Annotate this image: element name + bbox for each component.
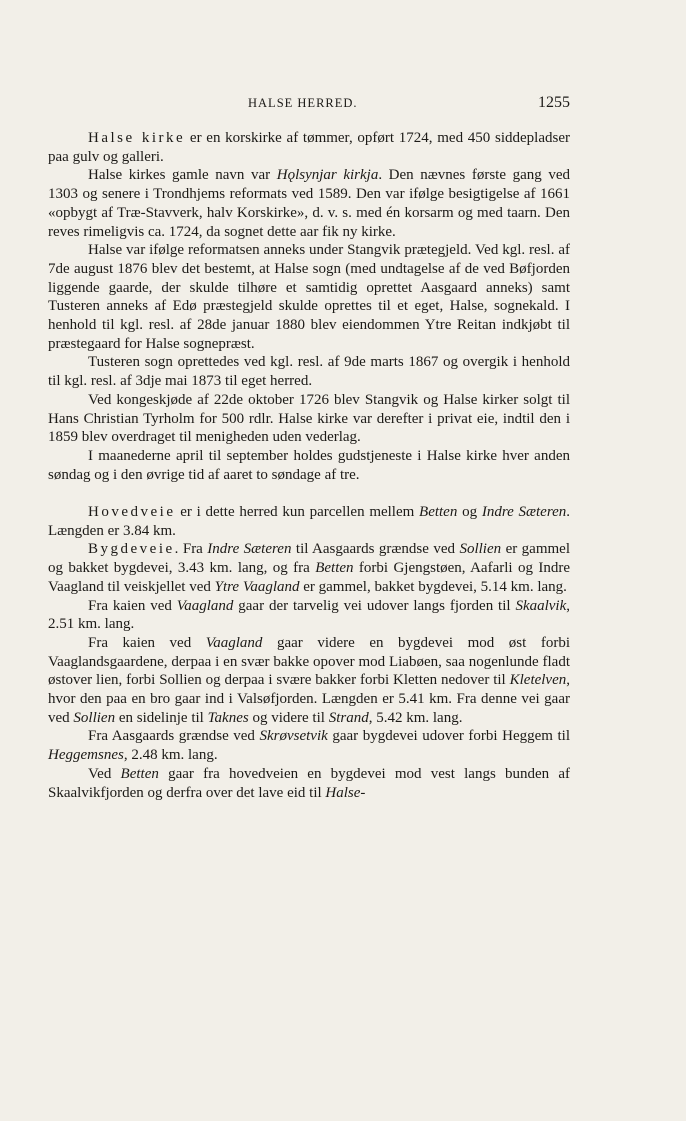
- spaced-lead: Hovedveie: [88, 504, 176, 521]
- paragraph-kongeskjode: Ved kongeskjøde af 22de oktober 1726 blev Stangvik og Halse kirker solgt til Hans Christian Tyrholm for 500 rdlr. Halse kirke var derefter i privat eie, indtil den i 1859 blev overdraget til menigheden uden vederlag.: [48, 391, 570, 446]
- running-title: HALSE HERRED.: [248, 96, 358, 110]
- paragraph-gudstjeneste: I maanederne april til september holdes gudstjeneste i Halse kirke hver anden søndag og i den øvrige tid af aaret to søndage af tre.: [48, 447, 570, 483]
- paragraph-betten-road: Ved Betten gaar fra hovedveien en bygdevei mod vest langs bunden af Skaalvikfjorden og derfra over det lave eid til Halse-: [48, 765, 571, 801]
- paragraph-vaagland-road: Fra kaien ved Vaagland gaar videre en bygdevei mod øst forbi Vaaglandsgaardene, derpaa i en svær bakke opover mod Liabøen, saa nogenlunde fladt østover lien, forbi Sollien og derpaa i svære bakker forbi Kletten nedover til Kletelven, hvor den paa en bro gaar ind i Valsøfjorden. Længden er 5.41 km. Fra denne vei gaar ved Sollien en sidelinje til Taknes og videre til Strand, 5.42 km. lang.: [48, 634, 570, 726]
- page-body: [48, 129, 570, 802]
- paragraph-bygdeveie: Bygdeveie. Fra Indre Sæteren til Aasgaards grændse ved Sollien er gammel og bakket bygdevei, 3.43 km. lang, og fra Betten forbi Gjengstøen, Aafarli og Indre Vaagland til veiskjellet ved Ytre Vaagland er gammel, bakket bygdevei, 5.14 km. lang.: [48, 541, 570, 595]
- paragraph-tusteren: Tusteren sogn oprettedes ved kgl. resl. af 9de marts 1867 og overgik i henhold til kgl. resl. af 3dje mai 1873 til eget herred.: [48, 354, 570, 390]
- paragraph-heggem-road: Fra Aasgaards grændse ved Skrøvsetvik gaar bygdevei udover forbi Heggem til Heggemsnes, 2.48 km. lang.: [48, 728, 570, 764]
- section-gap: [48, 484, 570, 503]
- spaced-lead: Bygdeveie: [88, 541, 175, 558]
- page-header: [48, 96, 570, 118]
- page-number: 1255: [538, 94, 570, 111]
- paragraph-old-name: Halse kirkes gamle navn var Hǫlsynjar kirkja. Den nævnes første gang ved 1303 og senere i Trondhjems reformats ved 1589. Den var ifølge besigtigelse af 1661 «opbygt af Træ-Stavverk, halv Korskirke», d. v. s. med én korsarm og med taarn. Den reves rimeligvis ca. 1724, da sognet dette aar fik ny kirke.: [48, 167, 570, 240]
- spaced-lead: Halse kirke: [88, 130, 186, 146]
- paragraph-skaalvik-road: Fra kaien ved Vaagland gaar der tarvelig vei udover langs fjorden til Skaalvik, 2.51 km. lang.: [48, 597, 570, 633]
- paragraph-halse-kirke: Halse kirke er en korskirke af tømmer, opført 1724, med 450 siddepladser paa gulv og galleri.: [48, 130, 570, 165]
- paragraph-reformats: Halse var ifølge reformatsen anneks under Stangvik prætegjeld. Ved kgl. resl. af 7de august 1876 blev det bestemt, at Halse sogn (med undtagelse af de ved Bøfjorden liggende gaarde, der skulde tilhøre et samtidig oprettet Aasgaard anneks) samt Tusteren anneks af Edø præstegjeld skulde oprettes til et eget, Halse, sognekald. I henhold til kgl. resl. af 28de januar 1880 blev eiendommen Ytre Reitan indkjøbt til præstegaard for Halse sognepræst.: [48, 242, 570, 352]
- paragraph-hovedveie: Hovedveie er i dette herred kun parcellen mellem Betten og Indre Sæteren. Længden er 3.84 km.: [48, 504, 571, 539]
